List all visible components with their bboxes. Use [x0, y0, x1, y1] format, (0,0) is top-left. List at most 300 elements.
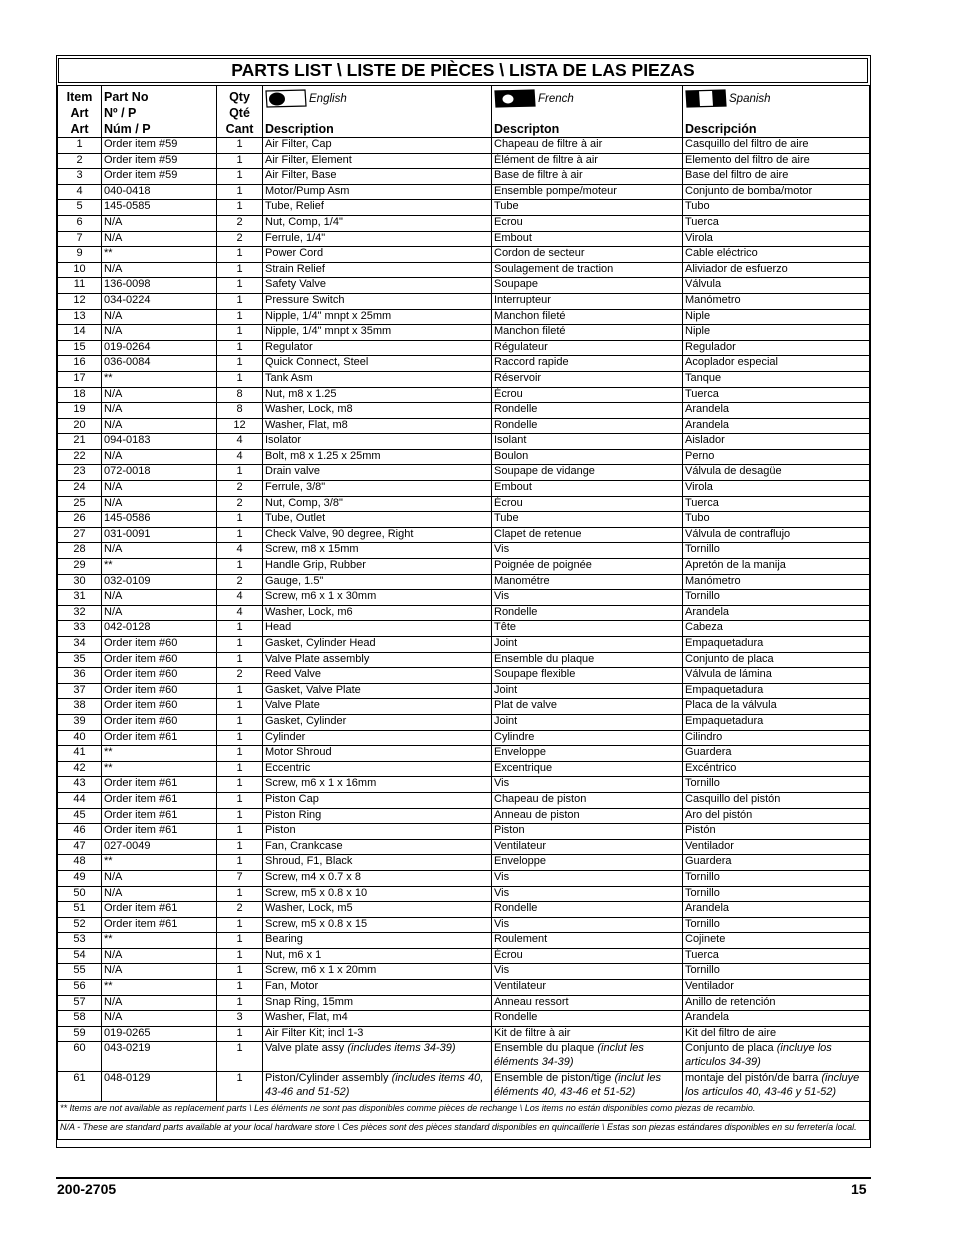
- cell-fr-text: Vis: [494, 870, 510, 883]
- cell-en-text: Piston/Cylinder assembly: [265, 1072, 389, 1085]
- cell-part: [102, 512, 217, 528]
- cell-item: [58, 621, 102, 637]
- cell-qty: [217, 917, 263, 933]
- cell-en-text: Washer, Lock, m5: [265, 902, 353, 915]
- cell-en-text: Washer, Flat, m8: [265, 418, 348, 431]
- table-row: [58, 917, 870, 933]
- cell-es: [683, 200, 870, 216]
- cell-part-text: 032-0109: [104, 574, 151, 587]
- cell-part: [102, 434, 217, 450]
- cell-qty: [217, 262, 263, 278]
- cell-qty-text: 1: [236, 278, 243, 291]
- cell-en-text: Nut, Comp, 1/4": [265, 215, 343, 228]
- cell-fr: [492, 278, 683, 294]
- cell-es: [683, 995, 870, 1011]
- cell-qty: [217, 683, 263, 699]
- document-number: 200-2705: [57, 1181, 117, 1197]
- cell-es-text: Arandela: [685, 418, 730, 431]
- cell-fr-text: Interrupteur: [494, 293, 551, 306]
- cell-en: [263, 496, 492, 512]
- cell-fr: [492, 403, 683, 419]
- table-row: [58, 980, 870, 996]
- cell-part-text: 034-0224: [104, 293, 151, 306]
- header-qty: [217, 86, 263, 138]
- cell-fr-text: Écrou: [494, 948, 523, 961]
- cell-item: [58, 824, 102, 840]
- cell-qty: [217, 855, 263, 871]
- cell-es-text: Válvula de desagüe: [685, 465, 782, 478]
- cell-es: [683, 761, 870, 777]
- cell-qty-text: 1: [236, 933, 243, 946]
- cell-qty: [217, 231, 263, 247]
- cell-en: [263, 824, 492, 840]
- cell-es-text: Niple: [685, 325, 711, 338]
- cell-fr-text: Piston: [494, 824, 525, 837]
- cell-en: [263, 746, 492, 762]
- cell-en-text: Head: [265, 621, 292, 634]
- cell-es-text: Placa de la válvula: [685, 699, 777, 712]
- cell-es-text: Elemento del filtro de aire: [685, 153, 810, 166]
- cell-part-text: **: [104, 746, 113, 759]
- cell-fr: [492, 512, 683, 528]
- cell-en: [263, 247, 492, 263]
- cell-item-text: 22: [73, 449, 86, 462]
- table-row: [58, 512, 870, 528]
- cell-fr-note: (inclut les éléments 40, 43-46 et 51-52): [494, 1072, 661, 1098]
- footnote-na: N/A - These are standard parts available at your local hardware store \ Ces pièces sont des pièces standard disponibles en quincaillerie \ Estas son piezas estándares disponibles en su ferretería local.: [58, 1121, 870, 1140]
- cell-qty: [217, 356, 263, 372]
- cell-item-text: 30: [73, 574, 86, 587]
- cell-es-text: Arandela: [685, 403, 730, 416]
- cell-part-text: Order item #60: [104, 714, 178, 727]
- cell-qty-text: 4: [236, 605, 243, 618]
- table-row: [58, 714, 870, 730]
- header-part-fr: Nº / P: [104, 106, 137, 120]
- cell-es: [683, 824, 870, 840]
- cell-en: [263, 1042, 492, 1072]
- cell-item: [58, 215, 102, 231]
- cell-fr-text: Enveloppe: [494, 855, 546, 868]
- cell-fr: [492, 169, 683, 185]
- cell-fr: [492, 777, 683, 793]
- cell-fr-text: Ensemble du plaque: [494, 1042, 595, 1055]
- cell-part-text: **: [104, 761, 113, 774]
- cell-en-text: Screw, m6 x 1 x 20mm: [265, 964, 377, 977]
- cell-en-text: Bolt, m8 x 1.25 x 25mm: [265, 449, 381, 462]
- table-row: [58, 481, 870, 497]
- table-row: [58, 356, 870, 372]
- cell-en-text: Air Filter Kit; incl 1-3: [265, 1026, 364, 1039]
- cell-es: [683, 980, 870, 996]
- french-tag: French: [538, 93, 574, 105]
- cell-es-text: Cable eléctrico: [685, 247, 758, 260]
- cell-item-text: 50: [73, 886, 86, 899]
- cell-part: [102, 1072, 217, 1102]
- cell-qty: [217, 340, 263, 356]
- cell-qty-text: 1: [236, 917, 243, 930]
- cell-es-text: Tuerca: [685, 215, 719, 228]
- cell-fr-text: Tête: [494, 621, 517, 634]
- cell-part-text: N/A: [104, 481, 123, 494]
- cell-part-text: **: [104, 247, 113, 260]
- cell-part-text: N/A: [104, 995, 123, 1008]
- cell-item: [58, 527, 102, 543]
- desc-en-label: Description: [265, 122, 334, 136]
- cell-qty-text: 1: [236, 808, 243, 821]
- cell-fr-text: Soulagement de traction: [494, 262, 614, 275]
- cell-qty-text: 1: [236, 746, 243, 759]
- cell-qty: [217, 870, 263, 886]
- cell-part-text: **: [104, 933, 113, 946]
- table-row: [58, 215, 870, 231]
- cell-item: [58, 1072, 102, 1102]
- cell-es: [683, 886, 870, 902]
- cell-item: [58, 792, 102, 808]
- cell-en-text: Nipple, 1/4" mnpt x 35mm: [265, 325, 392, 338]
- cell-fr: [492, 683, 683, 699]
- cell-es-text: Aislador: [685, 434, 725, 447]
- cell-fr-text: Vis: [494, 964, 510, 977]
- cell-part: [102, 527, 217, 543]
- cell-qty-text: 1: [236, 1072, 243, 1085]
- cell-part: [102, 356, 217, 372]
- table-row: [58, 434, 870, 450]
- cell-part: [102, 387, 217, 403]
- cell-part-text: 094-0183: [104, 434, 151, 447]
- cell-item-text: 32: [73, 605, 86, 618]
- cell-en: [263, 839, 492, 855]
- cell-es-text: montaje del pistón/de barra: [685, 1072, 819, 1085]
- cell-fr-text: Soupape: [494, 278, 539, 291]
- cell-part: [102, 543, 217, 559]
- cell-qty: [217, 153, 263, 169]
- cell-en: [263, 527, 492, 543]
- cell-es-text: Guardera: [685, 855, 732, 868]
- cell-fr-text: Poignée de poignée: [494, 559, 592, 572]
- cell-qty: [217, 839, 263, 855]
- cell-part-text: Order item #60: [104, 652, 178, 665]
- cell-es-text: Empaquetadura: [685, 637, 764, 649]
- cell-qty-text: 2: [236, 215, 243, 228]
- cell-qty: [217, 730, 263, 746]
- cell-es: [683, 683, 870, 699]
- cell-item-text: 16: [73, 356, 86, 369]
- cell-part: [102, 169, 217, 185]
- cell-en: [263, 870, 492, 886]
- header-item-en: Item: [66, 90, 93, 104]
- cell-part-text: 040-0418: [104, 184, 151, 197]
- header-qty-es: Cant: [225, 122, 254, 136]
- cell-en-text: Screw, m5 x 0.8 x 10: [265, 886, 368, 899]
- cell-en: [263, 995, 492, 1011]
- table-header-row: [58, 86, 870, 138]
- cell-item-text: 10: [73, 262, 86, 275]
- cell-fr: [492, 559, 683, 575]
- cell-item: [58, 200, 102, 216]
- cell-fr-text: Réservoir: [494, 371, 542, 384]
- cell-fr-text: Anneau de piston: [494, 808, 580, 821]
- cell-item: [58, 153, 102, 169]
- table-row: [58, 449, 870, 465]
- cell-part: [102, 792, 217, 808]
- cell-item-text: 41: [73, 746, 86, 759]
- cell-part-text: N/A: [104, 449, 123, 462]
- cell-qty: [217, 1026, 263, 1042]
- table-row: [58, 964, 870, 980]
- cell-item-text: 43: [73, 777, 86, 790]
- cell-item: [58, 746, 102, 762]
- cell-part-text: Order item #61: [104, 824, 178, 837]
- cell-qty-text: 1: [236, 948, 243, 961]
- cell-fr-text: Kit de filtre à air: [494, 1026, 571, 1039]
- table-row: [58, 543, 870, 559]
- table-row: [58, 730, 870, 746]
- header-item-es: Art: [70, 122, 89, 136]
- cell-es-text: Aliviador de esfuerzo: [685, 262, 788, 275]
- cell-fr: [492, 824, 683, 840]
- cell-fr: [492, 527, 683, 543]
- cell-es-text: Perno: [685, 449, 715, 462]
- cell-qty-text: 8: [236, 403, 243, 416]
- cell-es: [683, 574, 870, 590]
- cell-item: [58, 278, 102, 294]
- french-flag-block: [494, 87, 680, 121]
- cell-qty-text: 2: [236, 231, 243, 244]
- cell-item-text: 37: [73, 683, 86, 696]
- header-desc-en: [263, 86, 492, 138]
- cell-en-text: Ferrule, 1/4": [265, 231, 326, 244]
- cell-es-text: Tornillo: [685, 886, 720, 899]
- table-row: [58, 200, 870, 216]
- cell-es: [683, 933, 870, 949]
- cell-fr: [492, 980, 683, 996]
- cell-part-text: N/A: [104, 262, 123, 275]
- table-row: [58, 247, 870, 263]
- cell-en: [263, 621, 492, 637]
- cell-fr: [492, 293, 683, 309]
- cell-fr: [492, 262, 683, 278]
- cell-es: [683, 387, 870, 403]
- flag-icon: [494, 89, 536, 108]
- cell-fr: [492, 496, 683, 512]
- cell-item: [58, 1011, 102, 1027]
- cell-part-text: Order item #60: [104, 637, 178, 649]
- cell-qty: [217, 138, 263, 154]
- cell-part: [102, 699, 217, 715]
- table-row: [58, 340, 870, 356]
- cell-en: [263, 387, 492, 403]
- cell-en-text: Isolator: [265, 434, 302, 447]
- cell-item-text: 4: [76, 184, 83, 197]
- cell-en: [263, 902, 492, 918]
- cell-item: [58, 980, 102, 996]
- cell-en-text: Valve Plate: [265, 699, 320, 712]
- cell-part: [102, 418, 217, 434]
- cell-en: [263, 652, 492, 668]
- cell-part-text: **: [104, 371, 113, 384]
- cell-en-text: Piston Ring: [265, 808, 322, 821]
- cell-part: [102, 293, 217, 309]
- cell-qty-text: 1: [236, 184, 243, 197]
- cell-item: [58, 730, 102, 746]
- table-row: [58, 1042, 870, 1072]
- cell-qty-text: 1: [236, 652, 243, 665]
- cell-en-text: Washer, Lock, m8: [265, 403, 353, 416]
- cell-en-note: (includes items 40, 43-46 and 51-52): [265, 1072, 484, 1098]
- cell-en: [263, 543, 492, 559]
- cell-qty-text: 1: [236, 309, 243, 322]
- cell-es-text: Manómetro: [685, 293, 741, 306]
- cell-part: [102, 1026, 217, 1042]
- cell-es-text: Conjunto de bomba/motor: [685, 184, 813, 197]
- cell-es: [683, 340, 870, 356]
- cell-fr: [492, 418, 683, 434]
- cell-es-text: Regulador: [685, 340, 736, 353]
- cell-item-text: 9: [76, 247, 83, 260]
- cell-en: [263, 777, 492, 793]
- cell-part-text: N/A: [104, 418, 123, 431]
- cell-fr: [492, 543, 683, 559]
- cell-qty-text: 1: [236, 1042, 243, 1055]
- cell-part: [102, 481, 217, 497]
- cell-es: [683, 948, 870, 964]
- cell-fr: [492, 621, 683, 637]
- cell-en-text: Nipple, 1/4" mnpt x 25mm: [265, 309, 392, 322]
- cell-fr-note: (inclut les éléments 34-39): [494, 1042, 644, 1068]
- cell-item-text: 19: [73, 403, 86, 416]
- cell-fr-text: Ventilateur: [494, 839, 546, 852]
- cell-qty-text: 1: [236, 371, 243, 384]
- table-row: [58, 683, 870, 699]
- cell-en: [263, 278, 492, 294]
- cell-item: [58, 855, 102, 871]
- cell-en: [263, 449, 492, 465]
- cell-part: [102, 449, 217, 465]
- cell-item: [58, 870, 102, 886]
- table-row: [58, 590, 870, 606]
- cell-qty-text: 1: [236, 200, 243, 213]
- cell-qty-text: 2: [236, 574, 243, 587]
- cell-part-text: Order item #59: [104, 138, 178, 150]
- cell-item-text: 46: [73, 824, 86, 837]
- cell-part-text: 019-0265: [104, 1026, 151, 1039]
- header-qty-en: Qty: [229, 90, 250, 104]
- cell-qty-text: 1: [236, 512, 243, 525]
- cell-item-text: 36: [73, 668, 86, 681]
- cell-es: [683, 449, 870, 465]
- cell-qty-text: 1: [236, 325, 243, 338]
- cell-item-text: 38: [73, 699, 86, 712]
- cell-qty: [217, 543, 263, 559]
- cell-part-text: Order item #60: [104, 668, 178, 681]
- cell-fr: [492, 247, 683, 263]
- cell-es: [683, 1026, 870, 1042]
- table-row: [58, 870, 870, 886]
- cell-en: [263, 792, 492, 808]
- cell-item: [58, 574, 102, 590]
- cell-item-text: 11: [73, 278, 86, 291]
- cell-fr-text: Base de filtre à air: [494, 169, 583, 182]
- cell-part-text: 027-0049: [104, 839, 151, 852]
- cell-item: [58, 309, 102, 325]
- cell-qty: [217, 902, 263, 918]
- cell-part: [102, 668, 217, 684]
- cell-fr-text: Vis: [494, 590, 510, 603]
- cell-en-text: Safety Valve: [265, 278, 326, 291]
- cell-en-text: Washer, Lock, m6: [265, 605, 353, 618]
- cell-es-text: Pistón: [685, 824, 716, 837]
- cell-es: [683, 668, 870, 684]
- cell-es-note: (incluye los articulos 40, 43-46 y 51-52): [685, 1072, 860, 1098]
- cell-part-text: Order item #61: [104, 792, 178, 805]
- cell-qty-text: 1: [236, 138, 243, 150]
- cell-en-text: Snap Ring, 15mm: [265, 995, 354, 1008]
- cell-part: [102, 574, 217, 590]
- cell-part: [102, 1011, 217, 1027]
- cell-qty: [217, 886, 263, 902]
- cell-part: [102, 839, 217, 855]
- cell-qty: [217, 621, 263, 637]
- cell-fr-text: Plat de valve: [494, 699, 557, 712]
- cell-en-text: Nut, m8 x 1.25: [265, 387, 337, 400]
- cell-item-text: 33: [73, 621, 86, 634]
- cell-en: [263, 886, 492, 902]
- cell-item: [58, 371, 102, 387]
- cell-qty-text: 1: [236, 886, 243, 899]
- cell-item-text: 56: [73, 980, 86, 993]
- cell-part-text: N/A: [104, 231, 123, 244]
- cell-es-text: Arandela: [685, 1011, 730, 1024]
- cell-es-text: Tubo: [685, 200, 710, 213]
- cell-item: [58, 668, 102, 684]
- cell-fr: [492, 1042, 683, 1072]
- cell-es-text: Niple: [685, 309, 711, 322]
- cell-item-text: 5: [76, 200, 83, 213]
- cell-item: [58, 933, 102, 949]
- cell-en-text: Quick Connect, Steel: [265, 356, 369, 369]
- cell-part-text: **: [104, 559, 113, 572]
- cell-en: [263, 465, 492, 481]
- cell-es: [683, 792, 870, 808]
- cell-part-text: N/A: [104, 886, 123, 899]
- cell-qty: [217, 605, 263, 621]
- cell-part-text: N/A: [104, 948, 123, 961]
- cell-fr: [492, 465, 683, 481]
- table-row: [58, 808, 870, 824]
- cell-item: [58, 138, 102, 154]
- cell-en: [263, 1011, 492, 1027]
- cell-qty: [217, 792, 263, 808]
- cell-es: [683, 839, 870, 855]
- cell-item: [58, 465, 102, 481]
- cell-fr-text: Vis: [494, 777, 510, 790]
- cell-item: [58, 387, 102, 403]
- cell-es-text: Manómetro: [685, 574, 741, 587]
- cell-es-text: Virola: [685, 481, 713, 494]
- cell-part: [102, 808, 217, 824]
- cell-qty-text: 1: [236, 839, 243, 852]
- cell-en: [263, 590, 492, 606]
- cell-item: [58, 543, 102, 559]
- table-row: [58, 1026, 870, 1042]
- cell-fr: [492, 1072, 683, 1102]
- cell-item: [58, 418, 102, 434]
- cell-item-text: 47: [73, 839, 86, 852]
- cell-part: [102, 730, 217, 746]
- cell-es-text: Tanque: [685, 371, 722, 384]
- cell-qty-text: 2: [236, 668, 243, 681]
- cell-qty: [217, 1072, 263, 1102]
